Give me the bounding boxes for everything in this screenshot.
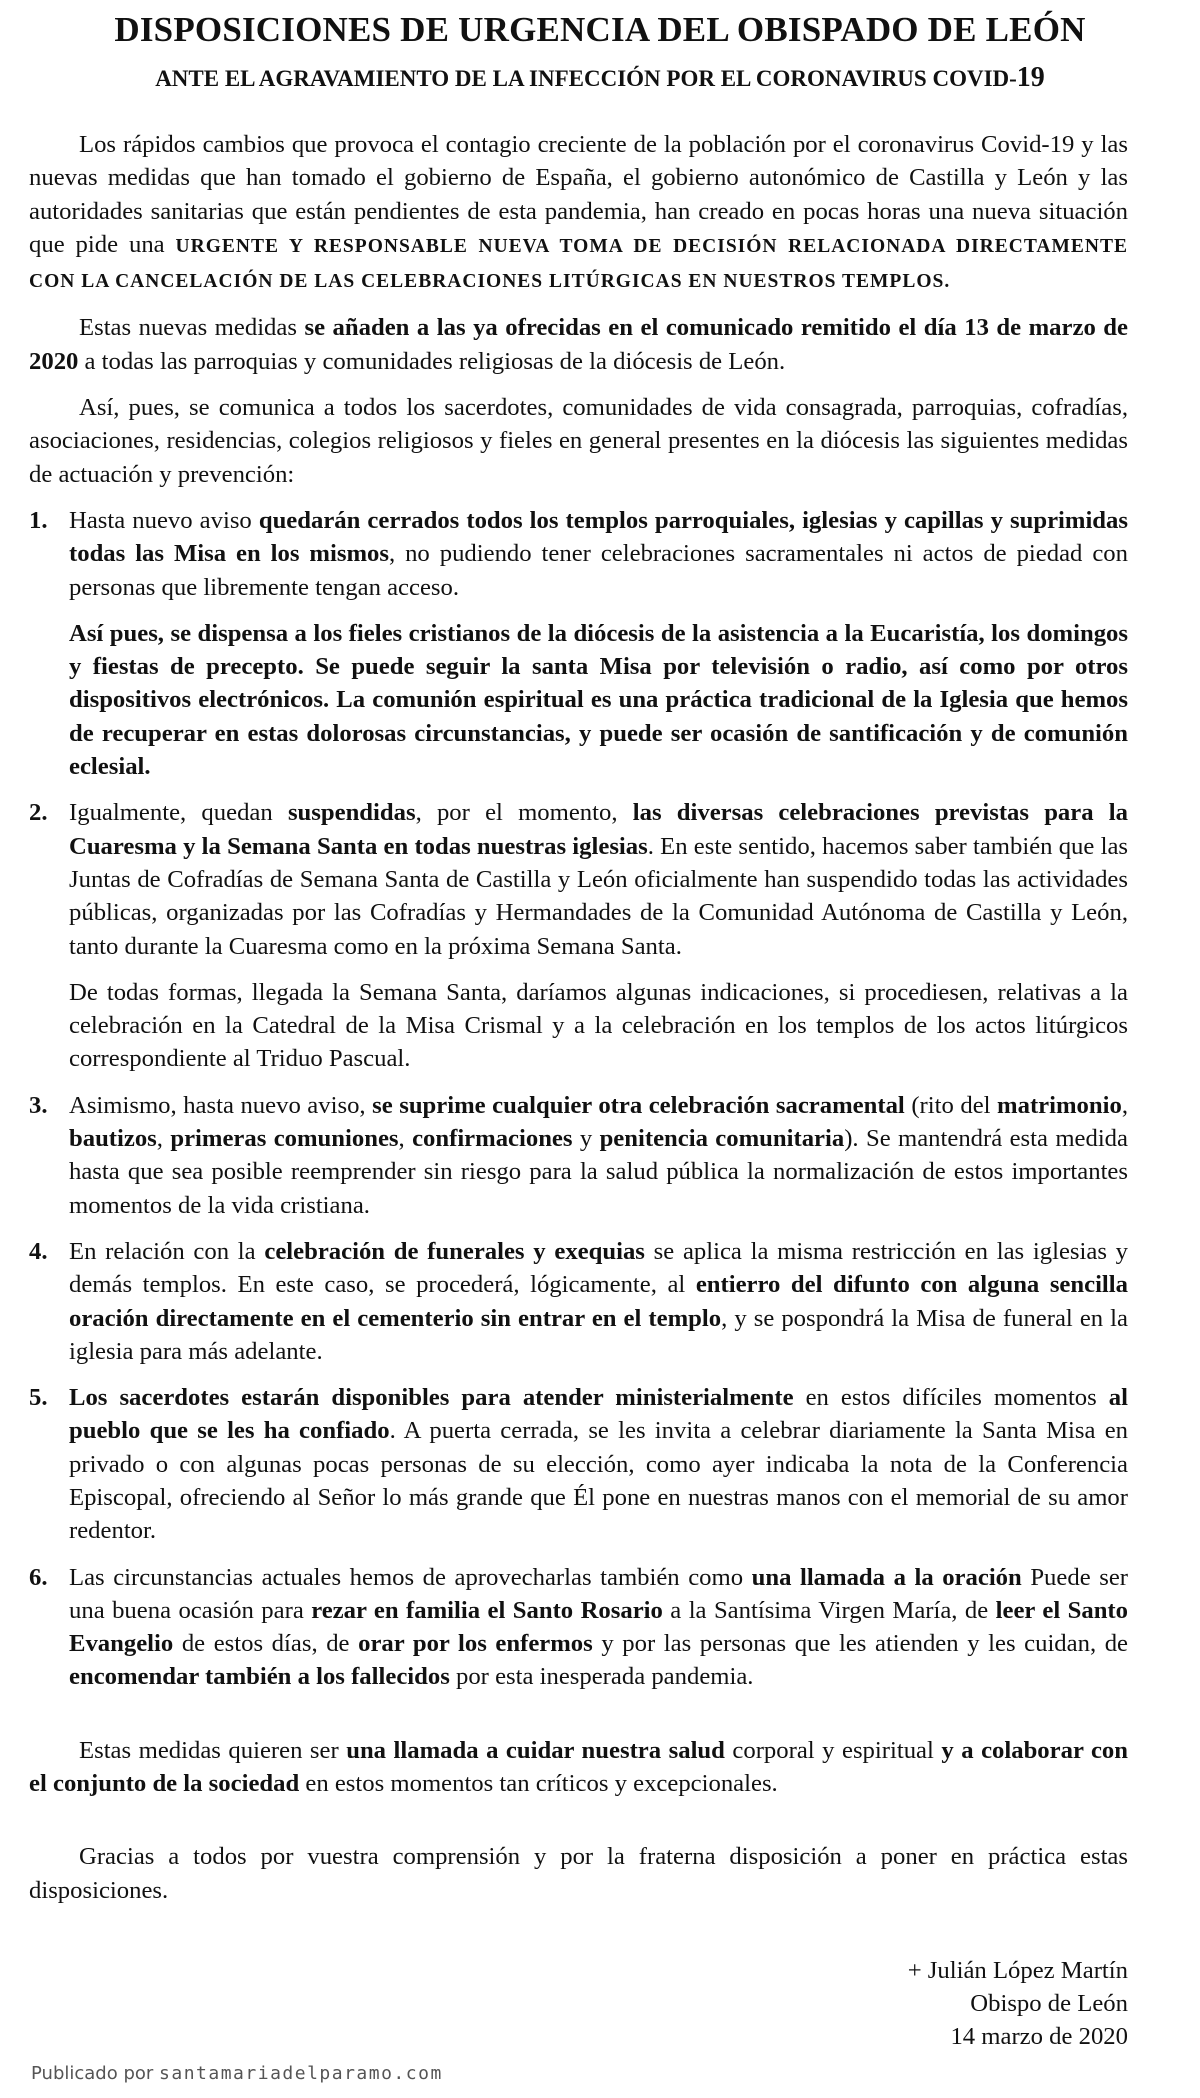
text-run: y por las personas que les atienden y les cuidan, de — [592, 1630, 1129, 1658]
text-run: a la Santísima Virgen María, de — [662, 1596, 996, 1624]
signature-block — [908, 1954, 1128, 2053]
bold-run: rezar en familia el Santo Rosario — [311, 1596, 663, 1624]
credit-label: Publicado por — [31, 2063, 160, 2084]
intro-p2-text: Estas nuevas medidas — [79, 314, 305, 342]
intro-paragraph-3: Así, pues, se comunica a todos los sacerdotes, comunidades de vida consagrada, parroquias, cofradías, asociaciones, residencias, colegios religiosos y fieles en general presentes en la diócesis las siguientes medidas de actuación y prevención: — [29, 394, 1128, 488]
text-run: . En este sentido, hacemos saber también que las Juntas de Cofradías de Semana Santa de Castilla y León oficialmente han suspendido todas las actividades públicas, organizadas por las Cofradías y Hermandades de la Comunidad Autónoma de Castilla y León, tanto durante la Cuaresma como en la próxima Semana Santa. — [69, 832, 1129, 960]
bold-run: quedarán cerrados todos los templos parroquiales, iglesias y capillas y suprimidas todas las Misa en los mismos — [69, 506, 1128, 568]
measure-item-2 — [29, 796, 1128, 1075]
text-run: , — [156, 1125, 171, 1153]
text-run: corporal y espiritual — [724, 1736, 942, 1764]
bold-run: se suprime cualquier otra celebración sacramental — [372, 1091, 905, 1119]
measure-3-text — [69, 1089, 1128, 1222]
closing-paragraph-2: Gracias a todos por vuestra comprensión y por la fraterna disposición a poner en práctica estas disposiciones. — [29, 1843, 1128, 1904]
text-run: , por el momento, — [415, 799, 633, 827]
bold-run: suspendidas — [287, 799, 416, 827]
publisher-credit — [31, 2063, 443, 2084]
measure-number: 6. — [29, 1563, 48, 1591]
intro-paragraph-1 — [29, 128, 1128, 298]
document-subtitle — [0, 62, 1200, 94]
text-run: (rito del — [904, 1091, 998, 1119]
measure-number: 3. — [29, 1091, 48, 1119]
credit-site: santamariadelparamo.com — [159, 2063, 443, 2084]
text-run: Estas medidas quieren ser — [79, 1736, 347, 1764]
text-run: en estos difíciles momentos — [793, 1384, 1109, 1412]
bold-run: al pueblo que se les ha confiado — [69, 1384, 1128, 1445]
measure-number: 4. — [29, 1237, 48, 1265]
measure-1-dispensation — [69, 617, 1128, 783]
document-body — [29, 128, 1128, 1920]
intro-p2-emphasis: se añaden a las ya ofrecidas en el comunicado remitido el día 13 de marzo de 2020 — [29, 314, 1128, 375]
measure-1-text — [69, 504, 1128, 604]
signature-role: Obispo de León — [970, 1990, 1128, 2017]
measure-number: 5. — [29, 1384, 48, 1412]
bold-run: Así pues, se dispensa a los fieles cristianos de la diócesis de la asistencia a la Eucaristía, los domingos y fiestas de precepto. Se puede seguir la santa Misa por televisión o radio, así como por otros dispositivos electrónicos. La comunión espiritual es una práctica tradicional de la Iglesia que hemos de recuperar en estas dolorosas circunstancias, y puede ser ocasión de santificación y de comunión eclesial. — [69, 619, 1128, 781]
measure-6-text — [69, 1561, 1128, 1694]
text-run: , — [398, 1125, 413, 1153]
measure-4-text — [69, 1235, 1128, 1368]
intro-p1-emphasis: URGENTE Y RESPONSABLE NUEVA TOMA DE DECISIÓN RELACIONADA DIRECTAMENTE CON LA CANCELACIÓN DE LAS CELEBRACIONES LITÚRGICAS EN NUESTROS TEMPLOS. — [29, 235, 1129, 293]
bold-run: leer el Santo Evangelio — [69, 1596, 1128, 1658]
text-run: Las circunstancias actuales hemos de aprovecharlas también como — [69, 1563, 752, 1591]
bold-run: encomendar también a los fallecidos — [69, 1663, 450, 1691]
intro-paragraph-2 — [29, 311, 1128, 378]
text-run: Igualmente, quedan — [69, 799, 288, 827]
subtitle-number: 19 — [1016, 62, 1045, 93]
text-run: ). Se mantendrá esta medida hasta que sea posible reemprender sin riesgo para la salud pública la normalización de estos importantes momentos de la vida cristiana. — [69, 1125, 1128, 1219]
document-title: DISPOSICIONES DE URGENCIA DEL OBISPADO DE LEÓN — [114, 10, 1086, 49]
bold-run: una llamada a la oración — [751, 1563, 1022, 1591]
text-run: , y se pospondrá la Misa de funeral en la iglesia para más adelante. — [69, 1304, 1128, 1365]
signature-date: 14 marzo de 2020 — [950, 2023, 1128, 2050]
measure-2-text — [69, 796, 1128, 962]
bold-run: y a colaborar con el conjunto de la sociedad — [29, 1736, 1128, 1798]
bold-run: orar por los enfermos — [358, 1630, 593, 1658]
bold-run: bautizos — [69, 1125, 157, 1153]
bold-run: matrimonio — [997, 1091, 1122, 1119]
text-run: de estos días, de — [173, 1630, 359, 1658]
bold-run: Los sacerdotes estarán disponibles para atender ministerialmente — [69, 1384, 794, 1412]
text-run: por esta inesperada pandemia. — [449, 1663, 754, 1691]
text-run: se aplica la misma restricción en las iglesias y demás templos. En este caso, se procederá, lógicamente, al — [69, 1237, 1129, 1299]
text-run: y — [572, 1125, 600, 1153]
intro-p2-text-end: a todas las parroquias y comunidades religiosas de la diócesis de León. — [78, 347, 786, 375]
measure-number: 1. — [29, 506, 48, 534]
bold-run: celebración de funerales y exequias — [264, 1237, 645, 1265]
bold-run: penitencia comunitaria — [599, 1125, 845, 1153]
text-run: . A puerta cerrada, se les invita a celebrar diariamente la Santa Misa en privado o con algunas pocas personas de su elección, como ayer indicaba la nota de la Conferencia Episcopal, ofreciendo al Señor lo más grande que Él pone en nuestras manos con el memorial de su amor redentor. — [69, 1417, 1129, 1545]
bold-run: las diversas celebraciones previstas para la Cuaresma y la Semana Santa en todas nuestras iglesias — [69, 799, 1128, 860]
intro-p1-text: Los rápidos cambios que provoca el contagio creciente de la población por el coronavirus Covid-19 y las nuevas medidas que han tomado el gobierno de España, el gobierno autonómico de Castilla y León y las autoridades sanitarias que están pendientes de esta pandemia, han creado en pocas horas una nueva situación que pide una — [29, 131, 1128, 258]
bold-run: confirmaciones — [412, 1125, 573, 1153]
bold-run: una llamada a cuidar nuestra salud — [346, 1736, 725, 1764]
text-run: , no pudiendo tener celebraciones sacramentales ni actos de piedad con personas que libremente tengan acceso. — [69, 540, 1128, 601]
bold-run: primeras comuniones — [170, 1125, 399, 1153]
measure-5-text — [69, 1381, 1128, 1547]
text-run: en estos momentos tan críticos y excepcionales. — [299, 1770, 778, 1798]
text-run: , — [1121, 1091, 1128, 1119]
subtitle-text: ANTE EL AGRAVAMIENTO DE LA INFECCIÓN POR EL CORONAVIRUS COVID- — [155, 66, 1017, 91]
bold-run: entierro del difunto con alguna sencilla oración directamente en el cementerio sin entrar en el templo — [69, 1271, 1128, 1332]
measure-item-6 — [29, 1561, 1128, 1694]
closing-paragraph-1 — [29, 1734, 1128, 1801]
text-run: En relación con la — [69, 1237, 265, 1265]
measure-number: 2. — [29, 799, 48, 827]
signature-name: + Julián López Martín — [907, 1957, 1128, 1984]
measure-item-5 — [29, 1381, 1128, 1547]
measure-item-1 — [29, 504, 1128, 783]
measure-item-3 — [29, 1089, 1128, 1222]
text-run: Puede ser una buena ocasión para — [69, 1563, 1128, 1624]
measures-list — [29, 504, 1128, 1694]
text-run: Hasta nuevo aviso — [69, 506, 259, 534]
measure-item-4 — [29, 1235, 1128, 1368]
text-run: Asimismo, hasta nuevo aviso, — [69, 1091, 373, 1119]
measure-2-note: De todas formas, llegada la Semana Santa, daríamos algunas indicaciones, si procediesen, relativas a la celebración en la Catedral de la Misa Crismal y a la celebración en los templos de los actos litúrgicos correspondiente al Triduo Pascual. — [69, 978, 1128, 1073]
